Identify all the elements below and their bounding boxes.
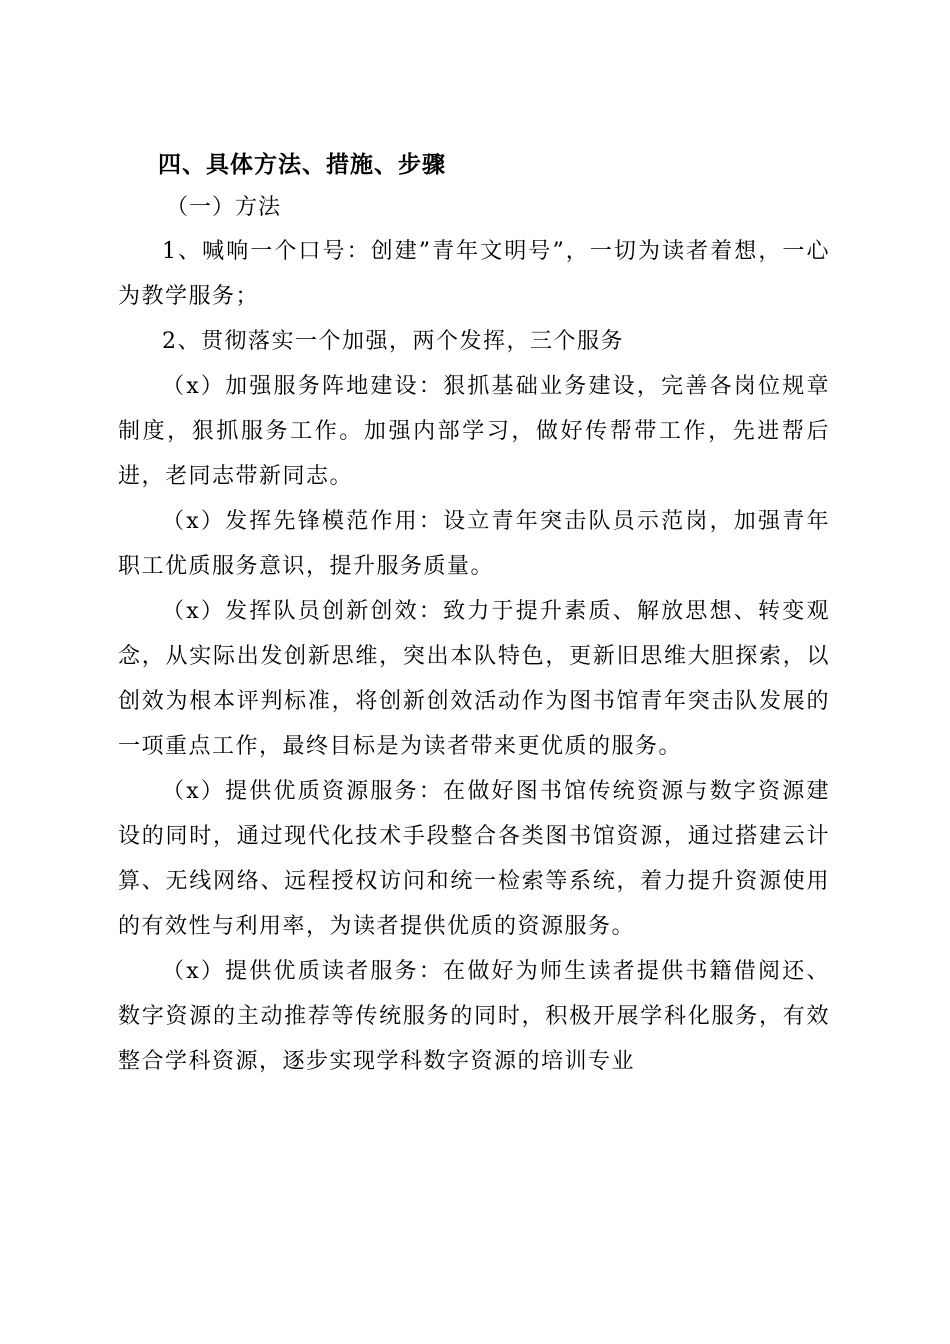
subsection-heading: （一）方法 [166,195,282,220]
section-heading: 四、具体方法、措施、步骤 [158,151,446,178]
paragraph-innovation: （x）发挥队员创新创效：致力于提升素质、解放思想、转变观念，从实际出发创新思维，突出本队特色，更新旧思维大胆探索，以创效为根本评判标准，将创新创效活动作为图书馆青年突击队发展的一项重点工作，最终目标是为读者带来更优质的服务。 [118,599,830,759]
document-body [118,143,830,1084]
paragraph-slogan: 1、喊响一个口号：创建”青年文明号”，一切为读者着想，一心为教学服务； [118,239,830,309]
paragraph-pioneer-role: （x）发挥先锋模范作用：设立青年突击队员示范岗，加强青年职工优质服务意识，提升服务质量。 [118,509,830,579]
paragraph-reader-service: （x）提供优质读者服务：在做好为师生读者提供书籍借阅还、数字资源的主动推荐等传统服务的同时，积极开展学科化服务，有效整合学科资源，逐步实现学科数字资源的培训专业 [118,959,830,1074]
paragraph-service-base: （x）加强服务阵地建设：狠抓基础业务建设，完善各岗位规章制度，狠抓服务工作。加强内部学习，做好传帮带工作，先进帮后进，老同志带新同志。 [118,374,830,489]
paragraph-resource-service: （x）提供优质资源服务：在做好图书馆传统资源与数字资源建设的同时，通过现代化技术手段整合各类图书馆资源，通过搭建云计算、无线网络、远程授权访问和统一检索等系统，着力提升资源使用的有效性与利用率，为读者提供优质的资源服务。 [118,779,830,939]
paragraph-implement: 2、贯彻落实一个加强，两个发挥，三个服务 [162,329,624,354]
